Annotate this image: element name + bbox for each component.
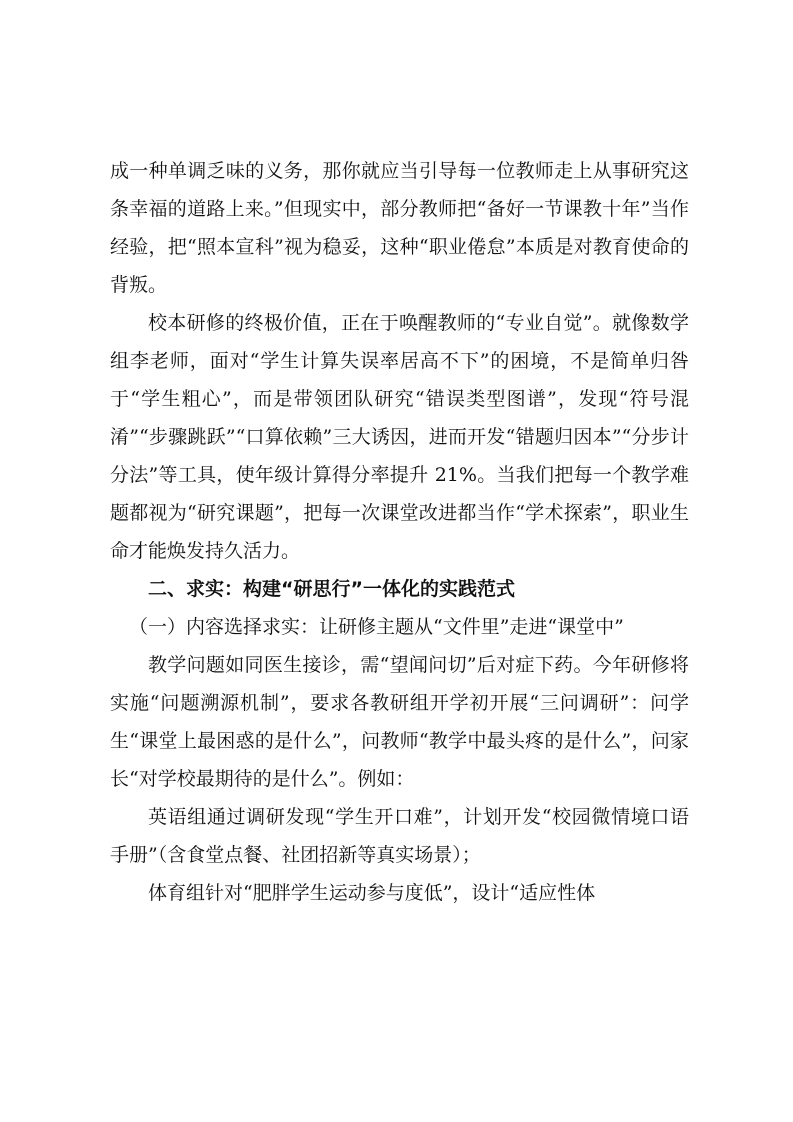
paragraph-problem-tracing: 教学问题如同医生接诊，需“望闻问切”后对症下药。今年研修将实施“问题溯源机制”，要求各教研组开学初开展“三问调研”：问学生“课堂上最困惑的是什么”，问教师“教学中最头疼的是什么”，问家长“对学校最期待的是什么”。例如： (110, 654, 689, 790)
paragraph-english-group: 英语组通过调研发现“学生开口难”，计划开发“校园微情境口语手册”（含食堂点餐、社团招新等真实场景）； (110, 806, 689, 866)
document-page (110, 152, 689, 912)
section-heading: 二、求实：构建“研思行”一体化的实践范式 (148, 578, 515, 600)
paragraph-school-research-value: 校本研修的终极价值，正在于唤醒教师的“专业自觉”。就像数学组李老师，面对“学生计算失误率居高不下”的困境，不是简单归咎于“学生粗心”，而是带领团队研究“错误类型图谱”，发现“符号混淆”“步骤跳跃”“口算依赖”三大诱因，进而开发“错题归因本”“分步计分法”等工具，使年级计算得分率提升 21%。当我们把每一个教学难题都视为“研究课题”，把每一次课堂改进都当作“学术探索”，职业生命才能焕发持久活力。 (110, 312, 689, 562)
paragraph-continuation: 成一种单调乏味的义务，那你就应当引导每一位教师走上从事研究这条幸福的道路上来。”但现实中，部分教师把“备好一节课教十年”当作经验，把“照本宣科”视为稳妥，这种“职业倦怠”本质是对教育使命的背叛。 (110, 160, 689, 296)
subsection-heading: （一）内容选择求实：让研修主题从“文件里”走进“课堂中” (129, 616, 624, 638)
paragraph-pe-group: 体育组针对“肥胖学生运动参与度低”，设计“适应性体 (148, 882, 596, 904)
